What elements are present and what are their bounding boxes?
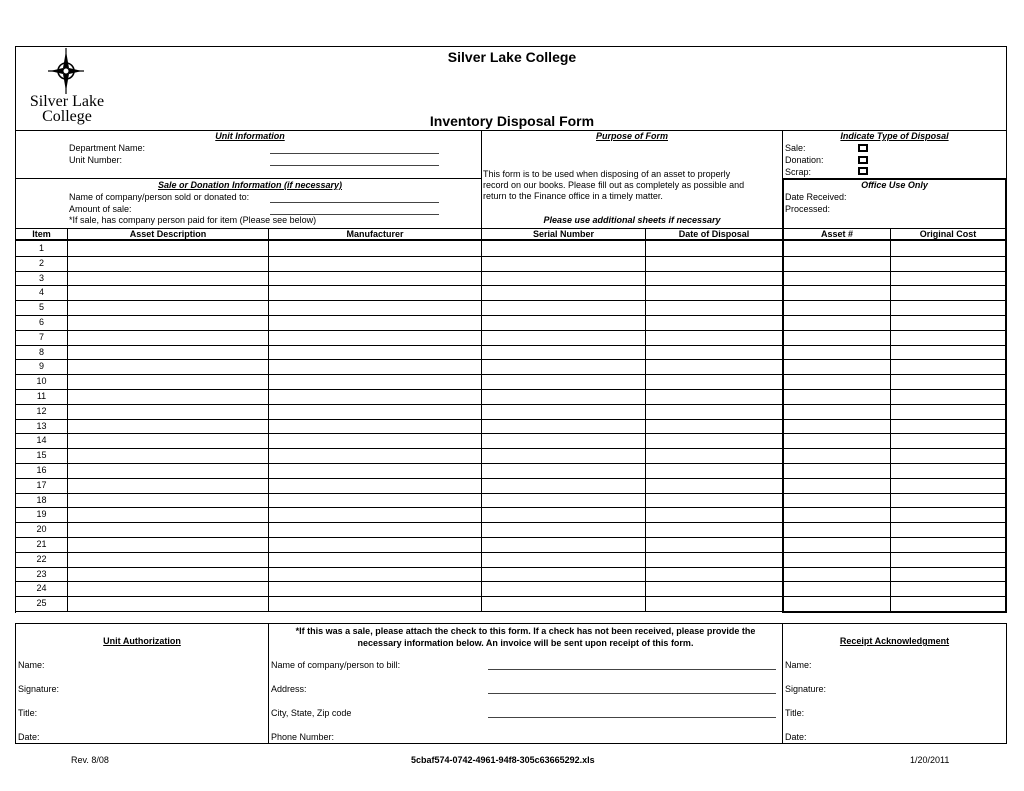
org-title: Silver Lake College [447, 49, 577, 65]
cell-manufacturer[interactable] [269, 256, 481, 271]
cell-asset-description[interactable] [68, 448, 268, 463]
purpose-heading: Purpose of Form [595, 131, 668, 141]
cell-asset-number[interactable] [784, 448, 890, 463]
cell-date-of-disposal[interactable] [646, 507, 782, 522]
cell-asset-number[interactable] [784, 300, 890, 315]
auth-name-label: Name: [18, 660, 45, 670]
cell-asset-description[interactable] [68, 300, 268, 315]
row-number: 19 [36, 509, 47, 520]
print-date-label: 1/20/2011 [910, 755, 950, 765]
cell-serial-number[interactable] [482, 300, 645, 315]
logo-line-1: Silver Lake [29, 93, 105, 110]
unit-info-heading: Unit Information [215, 131, 285, 141]
cell-asset-description[interactable] [68, 596, 268, 611]
cell-original-cost[interactable] [891, 330, 1005, 345]
cell-original-cost[interactable] [891, 315, 1005, 330]
cell-asset-description[interactable] [68, 478, 268, 493]
cell-original-cost[interactable] [891, 507, 1005, 522]
cell-serial-number[interactable] [482, 596, 645, 611]
logo-wordmark [22, 94, 112, 124]
cell-manufacturer[interactable] [269, 493, 481, 508]
unit-number-label: Unit Number: [69, 155, 123, 165]
cell-date-of-disposal[interactable] [646, 478, 782, 493]
col-header-date-of-disposal: Date of Disposal [678, 229, 750, 239]
row-number: 11 [36, 391, 47, 401]
cell-original-cost[interactable] [891, 285, 1005, 300]
receipt-date-label: Date: [785, 732, 807, 742]
cell-asset-description[interactable] [68, 374, 268, 389]
row-number: 3 [38, 272, 44, 283]
row-number: 21 [36, 539, 47, 549]
cell-serial-number[interactable] [482, 374, 645, 389]
cell-asset-description[interactable] [68, 581, 268, 596]
cell-manufacturer[interactable] [269, 315, 481, 330]
cell-serial-number[interactable] [482, 507, 645, 522]
cell-manufacturer[interactable] [269, 596, 481, 611]
cell-serial-number[interactable] [482, 271, 645, 286]
city-state-zip-label: City, State, Zip code [271, 708, 352, 718]
sale-check-note [269, 626, 782, 649]
cell-date-of-disposal[interactable] [646, 493, 782, 508]
cell-asset-description[interactable] [68, 567, 268, 582]
cell-serial-number[interactable] [482, 404, 645, 419]
cell-date-of-disposal[interactable] [646, 256, 782, 271]
sale-check-note-line-2: necessary information below. An invoice will be sent upon receipt of this form. [357, 637, 694, 648]
cell-manufacturer[interactable] [269, 271, 481, 286]
office-right-thick-border [1005, 178, 1007, 613]
bill-to-label: Name of company/person to bill: [271, 660, 401, 670]
cell-asset-number[interactable] [784, 493, 890, 508]
cell-serial-number[interactable] [482, 433, 645, 448]
cell-manufacturer[interactable] [269, 522, 481, 537]
cell-serial-number[interactable] [482, 389, 645, 404]
sale-check-note-line-1: *If this was a sale, please attach the check to this form. If a check has not been received, please provide the [295, 626, 756, 636]
cell-manufacturer[interactable] [269, 537, 481, 552]
revision-label: Rev. 8/08 [71, 755, 109, 765]
info-divider-1 [481, 130, 482, 228]
cell-asset-number[interactable] [784, 404, 890, 419]
cell-asset-number[interactable] [784, 359, 890, 374]
auth-signature-label: Signature: [18, 684, 60, 694]
cell-date-of-disposal[interactable] [646, 359, 782, 374]
cell-date-of-disposal[interactable] [646, 300, 782, 315]
address-field[interactable] [488, 693, 776, 694]
form-title: Inventory Disposal Form [429, 113, 595, 129]
cell-asset-description[interactable] [68, 433, 268, 448]
col-header-serial-number: Serial Number [532, 229, 595, 239]
cell-asset-description[interactable] [68, 522, 268, 537]
cell-asset-number[interactable] [784, 256, 890, 271]
bill-to-field[interactable] [488, 669, 776, 670]
cell-manufacturer[interactable] [269, 404, 481, 419]
cell-date-of-disposal[interactable] [646, 389, 782, 404]
cell-serial-number[interactable] [482, 285, 645, 300]
row-number: 20 [36, 524, 47, 535]
cell-serial-number[interactable] [482, 522, 645, 537]
department-name-label: Department Name: [69, 143, 146, 153]
amount-of-sale-label: Amount of sale: [69, 204, 132, 214]
cell-original-cost[interactable] [891, 567, 1005, 582]
cell-manufacturer[interactable] [269, 389, 481, 404]
sale-option-label: Sale: [785, 143, 806, 153]
receipt-name-label: Name: [785, 660, 812, 670]
cell-asset-description[interactable] [68, 463, 268, 478]
cell-asset-description[interactable] [68, 389, 268, 404]
cell-original-cost[interactable] [891, 522, 1005, 537]
filename-label: 5cbaf574-0742-4961-94f8-305c63665292.xls [411, 755, 595, 765]
row-number: 5 [38, 302, 44, 313]
cell-manufacturer[interactable] [269, 374, 481, 389]
row-number: 18 [36, 494, 47, 505]
cell-asset-number[interactable] [784, 537, 890, 552]
cell-serial-number[interactable] [482, 552, 645, 567]
cell-serial-number[interactable] [482, 581, 645, 596]
cell-date-of-disposal[interactable] [646, 552, 782, 567]
cell-original-cost[interactable] [891, 359, 1005, 374]
col-header-asset-number: Asset # [820, 229, 854, 239]
office-use-heading: Office Use Only [861, 180, 928, 190]
cell-date-of-disposal[interactable] [646, 285, 782, 300]
cell-manufacturer[interactable] [269, 300, 481, 315]
paid-note: *If sale, has company person paid for item (Please see below) [69, 215, 317, 225]
disposal-type-heading: Indicate Type of Disposal [840, 131, 949, 141]
logo-line-2: College [42, 108, 92, 125]
col-header-item: Item [32, 229, 51, 239]
cell-manufacturer[interactable] [269, 463, 481, 478]
cell-asset-description[interactable] [68, 241, 268, 256]
row-number: 25 [36, 598, 47, 609]
phone-number-label: Phone Number: [271, 732, 335, 742]
cell-original-cost[interactable] [891, 448, 1005, 463]
cell-asset-number[interactable] [784, 463, 890, 478]
cell-asset-number[interactable] [784, 389, 890, 404]
row-number: 6 [38, 317, 44, 327]
additional-sheets-note: Please use additional sheets if necessary [543, 215, 721, 225]
cell-serial-number[interactable] [482, 241, 645, 256]
cell-date-of-disposal[interactable] [646, 345, 782, 360]
cell-manufacturer[interactable] [269, 419, 481, 434]
table-bottom-right-thick [782, 611, 1007, 613]
row-number: 2 [38, 257, 44, 268]
cell-date-of-disposal[interactable] [646, 404, 782, 419]
unit-authorization-heading: Unit Authorization [103, 636, 181, 646]
city-state-zip-field[interactable] [488, 717, 776, 718]
cell-original-cost[interactable] [891, 300, 1005, 315]
row-number: 9 [38, 361, 44, 372]
receipt-signature-label: Signature: [785, 684, 827, 694]
cell-asset-description[interactable] [68, 537, 268, 552]
cell-original-cost[interactable] [891, 493, 1005, 508]
cell-date-of-disposal[interactable] [646, 463, 782, 478]
cell-date-of-disposal[interactable] [646, 271, 782, 286]
cell-serial-number[interactable] [482, 463, 645, 478]
cell-asset-description[interactable] [68, 493, 268, 508]
cell-original-cost[interactable] [891, 433, 1005, 448]
row-number: 13 [36, 420, 47, 431]
cell-serial-number[interactable] [482, 478, 645, 493]
cell-date-of-disposal[interactable] [646, 596, 782, 611]
donation-checkbox[interactable] [858, 156, 868, 164]
cell-asset-number[interactable] [784, 419, 890, 434]
department-name-field[interactable] [270, 153, 439, 154]
cell-original-cost[interactable] [891, 374, 1005, 389]
cell-serial-number[interactable] [482, 567, 645, 582]
cell-asset-number[interactable] [784, 315, 890, 330]
cell-asset-description[interactable] [68, 315, 268, 330]
cell-date-of-disposal[interactable] [646, 241, 782, 256]
cell-original-cost[interactable] [891, 463, 1005, 478]
row-number: 12 [36, 405, 47, 416]
receipt-acknowledgment-heading: Receipt Acknowledgment [839, 636, 950, 646]
cell-asset-number[interactable] [784, 507, 890, 522]
receipt-title-label: Title: [785, 708, 805, 718]
cell-original-cost[interactable] [891, 345, 1005, 360]
cell-original-cost[interactable] [891, 537, 1005, 552]
unit-sale-divider [15, 178, 482, 179]
cell-date-of-disposal[interactable] [646, 330, 782, 345]
cell-original-cost[interactable] [891, 256, 1005, 271]
cell-asset-description[interactable] [68, 552, 268, 567]
unit-number-field[interactable] [270, 165, 439, 166]
cell-manufacturer[interactable] [269, 359, 481, 374]
row-number: 1 [38, 243, 44, 253]
cell-asset-description[interactable] [68, 271, 268, 286]
cell-asset-description[interactable] [68, 285, 268, 300]
cell-original-cost[interactable] [891, 596, 1005, 611]
cell-serial-number[interactable] [482, 256, 645, 271]
cell-original-cost[interactable] [891, 552, 1005, 567]
scrap-checkbox[interactable] [858, 167, 868, 175]
row-number: 23 [36, 568, 47, 579]
cell-original-cost[interactable] [891, 404, 1005, 419]
row-number: 17 [36, 479, 47, 490]
row-number: 7 [38, 331, 44, 342]
cell-manufacturer[interactable] [269, 433, 481, 448]
purpose-text-line-3: return to the Finance office in a timely matter. [483, 191, 663, 201]
form-top-border [15, 46, 1007, 47]
cell-original-cost[interactable] [891, 581, 1005, 596]
cell-asset-number[interactable] [784, 345, 890, 360]
cell-serial-number[interactable] [482, 359, 645, 374]
cell-date-of-disposal[interactable] [646, 419, 782, 434]
cell-date-of-disposal[interactable] [646, 567, 782, 582]
company-name-label: Name of company/person sold or donated to: [69, 192, 250, 202]
scrap-option-label: Scrap: [785, 167, 812, 177]
sale-info-heading: Sale or Donation Information (if necessary) [157, 180, 343, 190]
sale-checkbox[interactable] [858, 144, 868, 152]
cell-asset-number[interactable] [784, 596, 890, 611]
cell-asset-number[interactable] [784, 271, 890, 286]
cell-asset-number[interactable] [784, 330, 890, 345]
cell-manufacturer[interactable] [269, 448, 481, 463]
cell-manufacturer[interactable] [269, 507, 481, 522]
cell-asset-description[interactable] [68, 256, 268, 271]
col-header-original-cost: Original Cost [919, 229, 977, 239]
cell-asset-number[interactable] [784, 552, 890, 567]
row-number: 24 [36, 583, 47, 594]
cell-asset-number[interactable] [784, 478, 890, 493]
date-received-label: Date Received: [785, 192, 847, 202]
col-header-manufacturer: Manufacturer [346, 229, 404, 239]
cell-asset-number[interactable] [784, 285, 890, 300]
cell-date-of-disposal[interactable] [646, 581, 782, 596]
cell-original-cost[interactable] [891, 478, 1005, 493]
cell-asset-description[interactable] [68, 404, 268, 419]
cell-original-cost[interactable] [891, 419, 1005, 434]
cell-asset-number[interactable] [784, 241, 890, 256]
cell-serial-number[interactable] [482, 345, 645, 360]
row-number: 10 [36, 376, 47, 387]
cell-asset-number[interactable] [784, 581, 890, 596]
row-number: 15 [36, 450, 47, 461]
cell-serial-number[interactable] [482, 448, 645, 463]
cell-manufacturer[interactable] [269, 552, 481, 567]
cell-manufacturer[interactable] [269, 285, 481, 300]
donation-option-label: Donation: [785, 155, 824, 165]
cell-asset-description[interactable] [68, 419, 268, 434]
cell-serial-number[interactable] [482, 493, 645, 508]
cell-asset-description[interactable] [68, 359, 268, 374]
cell-asset-description[interactable] [68, 345, 268, 360]
cell-manufacturer[interactable] [269, 581, 481, 596]
cell-date-of-disposal[interactable] [646, 522, 782, 537]
row-number: 16 [36, 465, 47, 475]
cell-date-of-disposal[interactable] [646, 448, 782, 463]
cell-serial-number[interactable] [482, 537, 645, 552]
cell-serial-number[interactable] [482, 419, 645, 434]
cell-serial-number[interactable] [482, 330, 645, 345]
compass-logo-icon [48, 48, 84, 94]
row-number: 22 [36, 553, 47, 564]
row-number: 14 [36, 435, 47, 446]
cell-date-of-disposal[interactable] [646, 433, 782, 448]
auth-date-label: Date: [18, 732, 40, 742]
cell-date-of-disposal[interactable] [646, 315, 782, 330]
company-name-field[interactable] [270, 202, 439, 203]
purpose-text-line-2: record on our books. Please fill out as completely as possible and [483, 180, 745, 190]
cell-original-cost[interactable] [891, 389, 1005, 404]
cell-manufacturer[interactable] [269, 478, 481, 493]
processed-label: Processed: [785, 204, 831, 214]
cell-asset-number[interactable] [784, 522, 890, 537]
cell-asset-description[interactable] [68, 507, 268, 522]
cell-date-of-disposal[interactable] [646, 537, 782, 552]
cell-manufacturer[interactable] [269, 345, 481, 360]
row-number: 4 [38, 287, 44, 298]
cell-asset-number[interactable] [784, 567, 890, 582]
cell-date-of-disposal[interactable] [646, 374, 782, 389]
cell-original-cost[interactable] [891, 241, 1005, 256]
cell-manufacturer[interactable] [269, 241, 481, 256]
cell-original-cost[interactable] [891, 271, 1005, 286]
auth-title-label: Title: [18, 708, 38, 718]
address-label: Address: [271, 684, 307, 694]
cell-manufacturer[interactable] [269, 330, 481, 345]
cell-serial-number[interactable] [482, 315, 645, 330]
cell-asset-number[interactable] [784, 433, 890, 448]
col-header-asset-description: Asset Description [129, 229, 207, 239]
cell-asset-number[interactable] [784, 374, 890, 389]
cell-manufacturer[interactable] [269, 567, 481, 582]
row-number: 8 [38, 346, 44, 357]
purpose-text-line-1: This form is to be used when disposing of an asset to properly [483, 169, 731, 179]
cell-asset-description[interactable] [68, 330, 268, 345]
